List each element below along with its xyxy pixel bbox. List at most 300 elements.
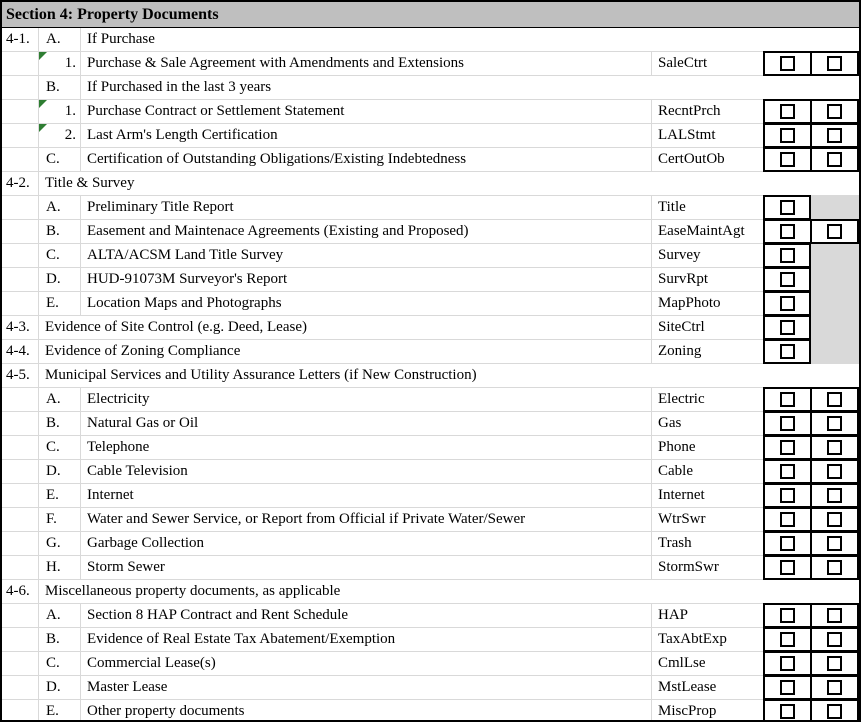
checkbox-cell[interactable] [765,317,809,338]
row-code: Trash [651,532,763,555]
row-letter: A. [46,607,61,623]
table-row [2,532,859,556]
checkbox[interactable] [827,536,842,551]
checkbox-group [763,51,859,76]
checkbox[interactable] [827,56,842,71]
checkbox-cell[interactable] [765,197,809,218]
row-description: Master Lease [87,679,168,695]
checkbox[interactable] [827,488,842,503]
checkbox-group [763,195,811,220]
row-code: Internet [651,484,763,507]
row-code: LALStmt [651,124,763,147]
row-number-cell [2,652,39,675]
table-row [2,604,859,628]
checkbox[interactable] [780,296,795,311]
checkbox-group [763,411,859,436]
checkbox-group [763,123,859,148]
row-description: Natural Gas or Oil [87,415,199,431]
section-header [2,2,859,28]
table-row [2,172,859,196]
checkbox-cell[interactable] [765,557,810,578]
checkbox-cell[interactable] [765,629,810,650]
checkbox-area [763,436,859,459]
row-number-cell: 4-3. [2,316,39,339]
checkbox-area [763,508,859,531]
checkbox-cell[interactable] [810,125,857,146]
checkbox-cell[interactable] [765,101,810,122]
table-row [2,484,859,508]
row-code: CertOutOb [651,148,763,171]
row-description: Preliminary Title Report [87,199,234,215]
shaded-cell [811,268,859,291]
row-letter-cell [39,676,81,699]
checkbox[interactable] [780,512,795,527]
row-number-cell: 4-6. [2,580,39,603]
row-number-cell [2,148,39,171]
checkbox-cell[interactable] [810,533,857,554]
checkbox-group [763,435,859,460]
row-letter: A. [46,391,61,407]
row-letter-cell [39,124,81,147]
row-letter-cell [39,460,81,483]
row-number-cell [2,484,39,507]
row-letter-cell [39,28,81,51]
checkbox[interactable] [827,128,842,143]
table-row [2,148,859,172]
checkbox[interactable] [780,128,795,143]
row-description: Location Maps and Photographs [87,295,282,311]
checkbox[interactable] [780,680,795,695]
checkbox-area [763,676,859,699]
row-number-cell: 4-4. [2,340,39,363]
row-letter: 1. [64,103,76,119]
checkbox-area [763,124,859,147]
checkbox-area [763,484,859,507]
checkbox-cell[interactable] [810,653,857,674]
row-number-cell [2,460,39,483]
table-row [2,220,859,244]
table-row [2,676,859,700]
row-letter-cell [39,532,81,555]
row-number-cell [2,604,39,627]
row-letter: H. [46,559,61,575]
row-letter-cell [39,100,81,123]
shaded-cell [811,316,859,339]
checkbox[interactable] [827,512,842,527]
checkbox-area [763,388,859,411]
checkbox-cell[interactable] [810,677,857,698]
checkbox[interactable] [827,152,842,167]
checkbox-area [763,196,859,219]
table-row [2,28,859,52]
checkbox[interactable] [780,224,795,239]
shaded-cell [811,244,859,267]
row-code: Survey [651,244,763,267]
row-description: Municipal Services and Utility Assurance Letters (if New Construction) [45,367,477,383]
checkbox-cell[interactable] [765,269,809,290]
row-description: Water and Sewer Service, or Report from Official if Private Water/Sewer [87,511,526,527]
row-number-cell [2,556,39,579]
row-letter: B. [46,415,60,431]
checkbox[interactable] [827,560,842,575]
checkbox-cell[interactable] [765,413,810,434]
row-description: Certification of Outstanding Obligations/Existing Indebtedness [87,151,467,167]
row-number-cell [2,244,39,267]
row-letter-cell [39,292,81,315]
row-description: Other property documents [87,703,245,719]
row-letter: A. [46,199,61,215]
checkbox[interactable] [780,152,795,167]
checkbox-cell[interactable] [765,533,810,554]
row-number-cell: 4-5. [2,364,39,387]
checkbox[interactable] [780,440,795,455]
checkbox-group [763,483,859,508]
checkbox[interactable] [780,248,795,263]
error-flag-icon [39,52,47,60]
row-letter-cell [39,484,81,507]
checkbox[interactable] [827,104,842,119]
row-code: SaleCtrt [651,52,763,75]
checkbox-cell[interactable] [765,389,810,410]
checkbox-area [763,220,859,243]
checkbox-group [763,627,859,652]
row-number-cell [2,508,39,531]
checkbox[interactable] [780,272,795,287]
checkbox-group [763,507,859,532]
table-row [2,100,859,124]
checkbox-cell[interactable] [810,605,857,626]
checklist-body [2,28,859,722]
row-code: StormSwr [651,556,763,579]
row-letter-cell [39,268,81,291]
row-letter: B. [46,223,60,239]
checkbox[interactable] [827,392,842,407]
checkbox[interactable] [780,632,795,647]
checkbox-group [763,651,859,676]
table-row [2,292,859,316]
row-description: Last Arm's Length Certification [87,127,278,143]
row-code: CmlLse [651,652,763,675]
checkbox-cell[interactable] [765,509,810,530]
checkbox-area [763,652,859,675]
checkbox-area [763,532,859,555]
checkbox[interactable] [827,440,842,455]
checkbox-area [763,700,859,722]
row-letter-cell [39,196,81,219]
row-letter: G. [46,535,61,551]
checkbox[interactable] [780,704,795,719]
checkbox[interactable] [780,56,795,71]
row-letter: 2. [64,127,76,143]
row-letter-cell [39,508,81,531]
table-row [2,124,859,148]
checkbox-cell[interactable] [765,605,810,626]
checkbox-cell[interactable] [810,221,857,242]
checkbox[interactable] [827,416,842,431]
table-row [2,556,859,580]
checkbox-cell[interactable] [765,437,810,458]
checkbox-cell[interactable] [810,509,857,530]
row-description: Evidence of Real Estate Tax Abatement/Exemption [87,631,396,647]
row-description: Internet [87,487,134,503]
row-letter: C. [46,151,60,167]
row-description: Commercial Lease(s) [87,655,216,671]
row-description: Easement and Maintenace Agreements (Existing and Proposed) [87,223,469,239]
checkbox-area [763,604,859,627]
checkbox[interactable] [827,224,842,239]
checkbox-area [763,316,859,339]
checkbox[interactable] [780,464,795,479]
checkbox[interactable] [780,608,795,623]
row-letter: D. [46,463,61,479]
row-code: Title [651,196,763,219]
table-row [2,268,859,292]
row-description: Telephone [87,439,150,455]
checkbox[interactable] [827,656,842,671]
checkbox-cell[interactable] [765,245,809,266]
checkbox-cell[interactable] [765,149,810,170]
checkbox[interactable] [780,560,795,575]
row-number-cell [2,100,39,123]
checkbox-cell[interactable] [765,485,810,506]
checkbox-cell[interactable] [810,701,857,722]
row-code: Electric [651,388,763,411]
row-letter-cell [39,412,81,435]
checkbox-cell[interactable] [810,389,857,410]
checkbox-group [763,531,859,556]
row-number-cell [2,76,39,99]
row-code: HAP [651,604,763,627]
row-code: Zoning [651,340,763,363]
shaded-cell [811,196,859,219]
checkbox-group [763,675,859,700]
error-flag-icon [39,100,47,108]
row-number-cell [2,268,39,291]
checkbox-cell[interactable] [810,53,857,74]
checkbox-cell[interactable] [810,629,857,650]
row-number-cell [2,676,39,699]
row-description: Section 8 HAP Contract and Rent Schedule [87,607,349,623]
checkbox-group [763,603,859,628]
checkbox[interactable] [827,704,842,719]
table-row [2,316,859,340]
checkbox-cell[interactable] [810,101,857,122]
table-row [2,460,859,484]
row-description: Garbage Collection [87,535,205,551]
checkbox[interactable] [780,392,795,407]
row-description: Storm Sewer [87,559,165,575]
row-description: Purchase Contract or Settlement Statement [87,103,345,119]
checkbox-cell[interactable] [765,677,810,698]
checkbox-area [763,268,859,291]
row-letter: A. [46,31,61,47]
table-row [2,508,859,532]
row-letter-cell [39,604,81,627]
checkbox-cell[interactable] [765,221,810,242]
checkbox-cell[interactable] [765,461,810,482]
row-letter-cell [39,148,81,171]
row-description: Evidence of Zoning Compliance [45,343,241,359]
table-row [2,196,859,220]
checkbox-cell[interactable] [810,437,857,458]
table-row [2,388,859,412]
table-row [2,700,859,722]
checkbox[interactable] [780,416,795,431]
row-letter-cell [39,436,81,459]
checkbox-group [763,219,859,244]
checkbox-group [763,147,859,172]
checkbox-group [763,99,859,124]
row-description: Miscellaneous property documents, as applicable [45,583,341,599]
checkbox[interactable] [780,104,795,119]
row-code: SurvRpt [651,268,763,291]
row-number-cell [2,436,39,459]
row-number-cell: 4-2. [2,172,39,195]
row-letter: 1. [64,55,76,71]
checkbox-group [763,315,811,340]
table-row [2,364,859,388]
row-number-cell [2,628,39,651]
row-number-cell [2,700,39,722]
row-description: HUD-91073M Surveyor's Report [87,271,288,287]
row-letter: D. [46,271,61,287]
row-code: MiscProp [651,700,763,722]
checkbox-group [763,555,859,580]
row-number-cell [2,196,39,219]
checkbox-area [763,412,859,435]
row-description: Title & Survey [45,175,135,191]
checkbox-area [763,340,859,363]
row-letter-cell [39,388,81,411]
row-letter: E. [46,703,59,719]
row-code: TaxAbtExp [651,628,763,651]
row-number-cell [2,220,39,243]
row-code: MstLease [651,676,763,699]
error-flag-icon [39,124,47,132]
row-letter-cell [39,652,81,675]
row-description: Electricity [87,391,150,407]
row-number-cell [2,124,39,147]
checkbox[interactable] [780,320,795,335]
row-letter: B. [46,79,60,95]
row-number-cell [2,532,39,555]
table-row [2,580,859,604]
checkbox-group [763,291,811,316]
checkbox[interactable] [827,464,842,479]
row-letter: C. [46,439,60,455]
shaded-cell [811,292,859,315]
checkbox[interactable] [780,200,795,215]
checkbox-group [763,459,859,484]
checkbox-group [763,699,859,722]
row-letter: C. [46,247,60,263]
checkbox-group [763,267,811,292]
checkbox[interactable] [827,632,842,647]
table-row [2,436,859,460]
row-letter: F. [46,511,57,527]
checkbox[interactable] [827,608,842,623]
checkbox-cell[interactable] [765,341,809,362]
checkbox-cell[interactable] [810,413,857,434]
checkbox-group [763,243,811,268]
section-title: Section 4: Property Documents [6,6,219,23]
table-row [2,52,859,76]
checkbox-cell[interactable] [810,485,857,506]
row-letter: C. [46,655,60,671]
row-letter-cell [39,244,81,267]
checkbox-cell[interactable] [765,53,810,74]
checkbox-cell[interactable] [765,293,809,314]
checkbox-group [763,387,859,412]
checkbox-area [763,460,859,483]
row-description: Purchase & Sale Agreement with Amendments and Extensions [87,55,465,71]
checkbox[interactable] [780,344,795,359]
row-number-cell [2,52,39,75]
table-row [2,244,859,268]
row-code: SiteCtrl [651,316,763,339]
row-code: WtrSwr [651,508,763,531]
row-code: EaseMaintAgt [651,220,763,243]
row-letter: D. [46,679,61,695]
checkbox-area [763,556,859,579]
checkbox-area [763,244,859,267]
row-letter-cell [39,52,81,75]
checkbox-area [763,100,859,123]
row-letter-cell [39,700,81,722]
row-letter: E. [46,487,59,503]
row-description: If Purchase [87,31,155,47]
row-code: Cable [651,460,763,483]
checkbox[interactable] [780,656,795,671]
checkbox[interactable] [780,536,795,551]
table-row [2,628,859,652]
checkbox[interactable] [780,488,795,503]
checkbox-cell[interactable] [765,701,810,722]
table-row [2,412,859,436]
table-row [2,652,859,676]
table-row [2,340,859,364]
row-description: Cable Television [87,463,188,479]
checkbox-area [763,292,859,315]
table-row [2,76,859,100]
checkbox-group [763,339,811,364]
checkbox-area [763,52,859,75]
shaded-cell [811,340,859,363]
row-description: Evidence of Site Control (e.g. Deed, Lease) [45,319,307,335]
row-description: ALTA/ACSM Land Title Survey [87,247,284,263]
checkbox-cell[interactable] [765,653,810,674]
checkbox-area [763,148,859,171]
row-code: Gas [651,412,763,435]
checkbox[interactable] [827,680,842,695]
checkbox-cell[interactable] [810,149,857,170]
checkbox-cell[interactable] [810,557,857,578]
checkbox-cell[interactable] [810,461,857,482]
row-number-cell [2,292,39,315]
row-letter-cell [39,76,81,99]
row-letter-cell [39,220,81,243]
checkbox-area [763,628,859,651]
row-letter: B. [46,631,60,647]
row-number-cell [2,388,39,411]
row-letter: E. [46,295,59,311]
row-letter-cell [39,556,81,579]
row-code: RecntPrch [651,100,763,123]
checkbox-cell[interactable] [765,125,810,146]
row-code: Phone [651,436,763,459]
row-letter-cell [39,628,81,651]
row-code: MapPhoto [651,292,763,315]
